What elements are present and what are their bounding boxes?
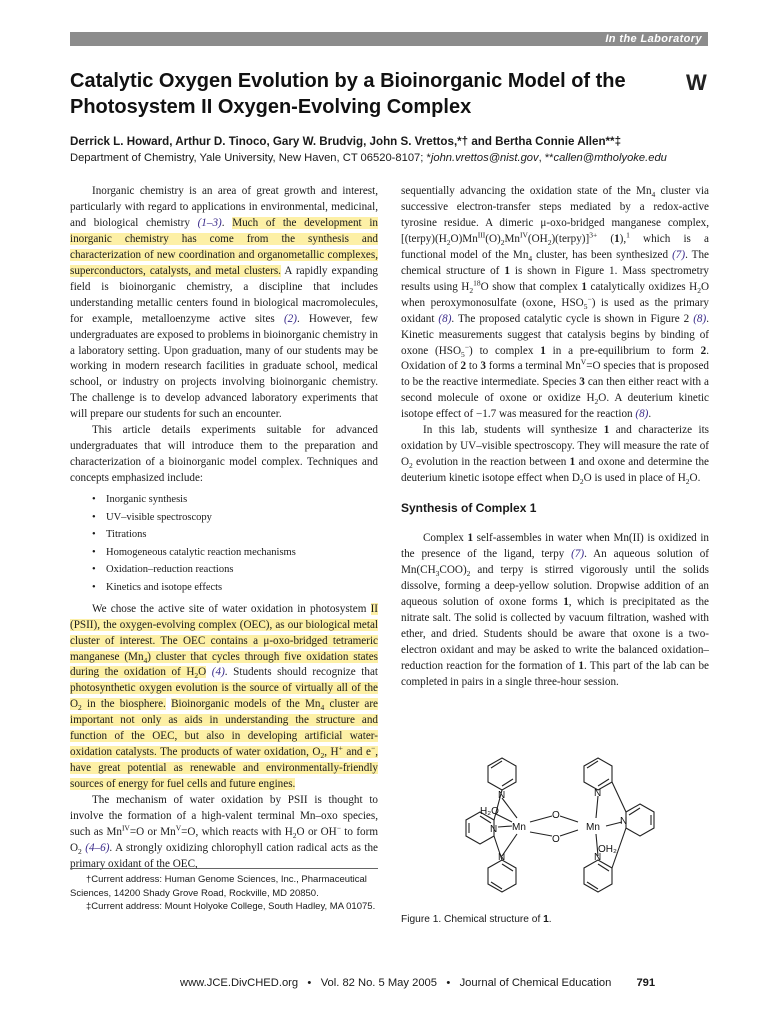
footnotes (70, 868, 378, 914)
right-column (401, 184, 709, 691)
body-paragraph: sequentially advancing the oxidation state of the $Mn_4$ cluster via successive electron-transfer steps mediated by a redox-active tyrosine residue. A dimeric μ-oxo-bridged manganese complex, $[(terpy)(H_2O)Mn^{III}(O)_2Mn^{IV}(OH_2)(terpy)]^{3+}$ (1),$^1$ which is a functional model of the $Mn_4$ cluster, has been synthesized (7). The chemical structure of 1 is shown in Figure 1. Mass spectrometry results using $H_2^{18}O$ show that complex 1 catalytically oxidizes $H_2O$ when peroxymonosulfate (oxone, $HSO_5^-$) is used as the primary oxidant (8). The proposed catalytic cycle is shown in Figure 2 (8). Kinetic measurements suggest that catalysis begins by binding of oxone $(HSO_5^-)$ to complex 1 in a pre-equilibrium to form 2. Oxidation of 2 to 3 forms a terminal $Mn^V=O$ species that is proposed to be the reactive intermediate. Species 3 can then either react with a second molecule of oxone or oxidize $H_2O$. A deuterium kinetic isotope effect of −1.7 was measured for the reaction (8). (401, 185, 709, 421)
journal-name: Journal of Chemical Education (459, 977, 612, 989)
body-paragraph: Inorganic chemistry is an area of great growth and interest, particularly with regard to applications in environmental, medicinal, and biological chemistry (1–3). Much of the development in inorganic chemistry has come from the synthesis and characterization of new coordination and organometallic complexes, superconductors, catalysts, and metal clusters. A rapidly expanding field is bioinorganic chemistry, a discipline that includes understanding metallic centers found in biological macromolecules, for example, metalloenzyme active sites (2). However, few undergraduates are exposed to problems in bioinorganic chemistry in a laboratory setting. Upon graduation, many of our students may be working in modern research facilities in graduate school, medical school, or industry on projects involving bioinorganic chemistry. The challenge is to develop advanced laboratory experiments that will prepare our students for such an encounter. (70, 185, 378, 421)
atom-label: N (594, 788, 602, 799)
body-paragraph: We chose the active site of water oxidation in photosystem II (PSII), the oxygen-evolving complex (OEC), as our biological metal cluster of interest. The OEC contains a μ-oxo-bridged tetrameric manganese $(Mn_4)$ cluster that cycles through five oxidation states during the oxidation of $H_2O$ (4). Students should recognize that photosynthetic oxygen evolution is the source of virtually all of the $O_2$ in the biosphere. Bioinorganic models of the $Mn_4$ cluster are important not only as aids in understanding the structure and function of the OEC, but also in developing artificial water-oxidation catalysts. The products of water oxidation, $O_2$, H+ and e−, have great potential as renewable and environmentally-friendly sources of energy for fuel cells and future engines. (70, 602, 378, 791)
atom-label: N (594, 852, 602, 863)
atom-label: N (498, 790, 506, 801)
volume-info: Vol. 82 No. 5 May 2005 (320, 977, 437, 989)
atom-label: O (552, 834, 560, 845)
pyridine-ring (488, 758, 516, 790)
journal-url[interactable]: www.JCE.DivCHED.org (180, 977, 299, 989)
affiliation: Department of Chemistry, Yale University, New Haven, CT 06520-8107; *john.vrettos@nist.gov, **callen@mtholyoke.edu (70, 152, 667, 164)
chemical-structure-figure (450, 756, 682, 896)
pyridine-ring (488, 860, 516, 892)
atom-label: N (498, 852, 506, 863)
atom-label: N (490, 824, 498, 835)
atom-label: H₂O (480, 806, 499, 817)
running-header-bar (70, 32, 708, 46)
atom-label: N (620, 816, 628, 827)
section-heading: Synthesis of Complex 1 (401, 501, 537, 516)
article-title: Catalytic Oxygen Evolution by a Bioinorganic Model of the Photosystem II Oxygen-Evolving Complex (70, 70, 626, 118)
pyridine-ring (584, 860, 612, 892)
list-item: • Oxidation–reduction reactions (70, 561, 378, 579)
left-column (70, 184, 378, 873)
page-number: 791 (636, 977, 656, 989)
footnote: ‡Current address: Mount Holyoke College, South Hadley, MA 01075. (86, 901, 376, 912)
author-list: Derrick L. Howard, Arthur D. Tinoco, Gary W. Brudvig, John S. Vrettos,*† and Bertha Connie Allen**‡ (70, 135, 622, 148)
body-paragraph: This article details experiments suitable for advanced undergraduates that will introduce them to the preparation and characterization of a bioinorganic model complex. Techniques and concepts emphasized include: (70, 424, 378, 485)
footnote: †Current address: Human Genome Sciences, Inc., Pharmaceutical Sciences, 14200 Shady Grove Road, Rockville, MD 20850. (70, 874, 367, 899)
pyridine-ring (626, 804, 654, 836)
list-item: • Homogeneous catalytic reaction mechanisms (70, 544, 378, 562)
web-material-icon: W (686, 70, 706, 95)
list-item: • Titrations (70, 526, 378, 544)
atom-label: Mn (586, 822, 600, 833)
pyridine-ring (584, 758, 612, 790)
page-footer: www.JCE.DivCHED.org • Vol. 82 No. 5 May 2005 • Journal of Chemical Education 791 (180, 977, 656, 989)
atom-label: O (552, 810, 560, 821)
list-item: • Kinetics and isotope effects (70, 579, 378, 597)
body-paragraph: Complex 1 self-assembles in water when Mn(II) is oxidized in the presence of the ligand, terpy (7). An aqueous solution of $Mn(CH_3COO)_2$ and terpy is stirred vigorously until the solids dissolve, forming a deep-yellow solution. Dropwise addition of an aqueous solution of oxone forms 1, which is precipitated as the nitrate salt. The solid is collected by vacuum filtration, washed with ether, and dried. Students should be aware that oxone is a two-electron oxidant and may be asked to write the balanced oxidation–reduction reaction for the formation of 1. This part of the lab can be completed in pairs in a single three-hour session. (401, 532, 709, 688)
list-item: • UV–visible spectroscopy (70, 509, 378, 527)
body-paragraph: In this lab, students will synthesize 1 and characterize its oxidation by UV–visible spectroscopy. They will measure the rate of $O_2$ evolution in the reaction between 1 and oxone and determine the deuterium kinetic isotope effect when $D_2O$ is used in place of $H_2O$. (401, 424, 710, 487)
atom-label: Mn (512, 822, 526, 833)
body-paragraph: The mechanism of water oxidation by PSII is thought to involve the formation of a high-valent terminal Mn–oxo species, such as $Mn^{IV}=O$ or $Mn^V=O$, which reacts with $H_2O$ or OH− to form $O_2$ (4–6). A strongly oxidizing chlorophyll cation radical acts as the primary oxidant of the OEC, (70, 794, 379, 870)
section-label: In the Laboratory (605, 33, 702, 45)
topic-list (70, 491, 378, 597)
figure-caption: Figure 1. Chemical structure of 1. (401, 914, 552, 925)
email-allen[interactable]: callen@mtholyoke.edu (553, 152, 667, 164)
email-vrettos[interactable]: john.vrettos@nist.gov (430, 152, 539, 164)
atom-label: OH₂ (598, 844, 617, 855)
list-item: • Inorganic synthesis (70, 491, 378, 509)
